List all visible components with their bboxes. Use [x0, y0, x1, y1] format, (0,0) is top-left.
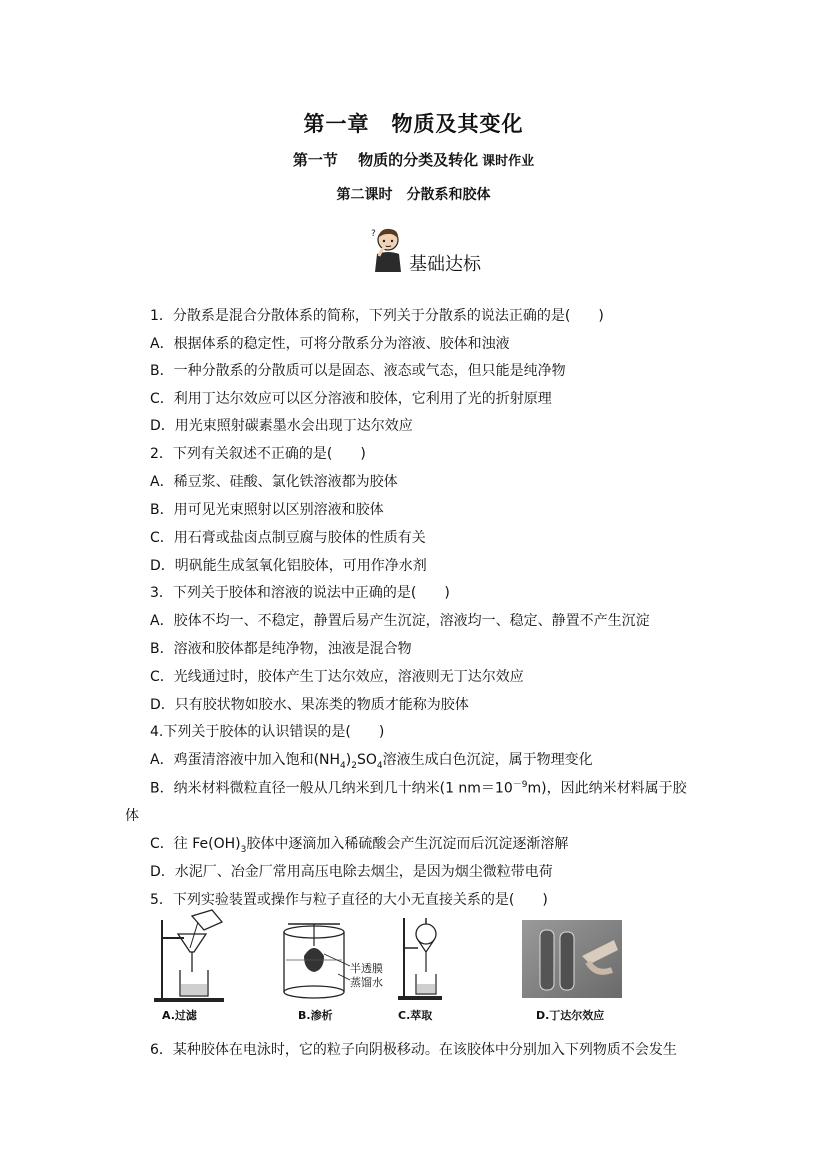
q4a-text-2: ) [345, 752, 352, 768]
q4a-sub-3: 4 [376, 760, 383, 771]
question-4-option-b-wrap: 体 [125, 808, 139, 824]
question-3-option-a: A．胶体不均一、不稳定，静置后易产生沉淀，溶液均一、稳定、静置不产生沉淀 [150, 613, 650, 629]
question-6-stem: 6．某种胶体在电泳时，它的粒子向阴极移动。在该胶体中分别加入下列物质不会发生 [150, 1042, 677, 1058]
section-label: 第一节 物质的分类及转化 [292, 151, 479, 169]
question-1-option-b: B．一种分散系的分散质可以是固态、液态或气态，但只能是纯净物 [150, 363, 566, 379]
dialysis-apparatus-icon [280, 920, 390, 1002]
figure-c-caption: C.萃取 [398, 1009, 433, 1022]
section-suffix: 课时作业 [482, 154, 535, 169]
q4a-text-1: A．鸡蛋清溶液中加入饱和(NH [150, 752, 341, 768]
filtration-apparatus-icon [152, 908, 230, 1004]
q4a-text-4: 溶液生成白色沉淀，属于物理变化 [382, 752, 593, 768]
question-3-option-c: C．光线通过时，胶体产生丁达尔效应，溶液则无丁达尔效应 [150, 669, 524, 685]
thinking-student-icon [368, 226, 410, 272]
question-5-stem: 5．下列实验装置或操作与粒子直径的大小无直接关系的是( ) [150, 892, 548, 908]
question-1-option-a: A．根据体系的稳定性，可将分散系分为溶液、胶体和浊液 [150, 336, 510, 352]
q4a-text-3: SO [356, 752, 377, 768]
q4c-text-2: 胶体中逐滴加入稀硫酸会产生沉淀而后沉淀逐渐溶解 [246, 836, 569, 852]
question-4-option-b [150, 777, 687, 798]
q4a-sub-2: 2 [351, 760, 357, 771]
badge-label: 基础达标 [409, 254, 481, 275]
label-distilled-water: 蒸馏水 [350, 976, 383, 989]
lesson-title: 第二课时 分散系和胶体 [336, 187, 491, 203]
figure-d-caption: D.丁达尔效应 [536, 1009, 605, 1022]
question-2-stem: 2．下列有关叙述不正确的是( ) [150, 446, 366, 462]
question-2-option-d: D．明矾能生成氢氧化铝胶体，可用作净水剂 [150, 558, 427, 574]
question-2-option-a: A．稀豆浆、硅酸、氯化铁溶液都为胶体 [150, 474, 398, 490]
question-1-option-c: C．利用丁达尔效应可以区分溶液和胶体，它利用了光的折射原理 [150, 391, 552, 407]
question-2-option-c: C．用石膏或盐卤点制豆腐与胶体的性质有关 [150, 530, 426, 546]
q4a-sub-1: 4 [340, 760, 346, 771]
chapter-title: 第一章 物质及其变化 [303, 111, 524, 136]
question-3-option-d: D．只有胶状物如胶水、果冻类的物质才能称为胶体 [150, 697, 469, 713]
question-2-option-b: B．用可见光束照射以区别溶液和胶体 [150, 502, 384, 518]
figure-a-caption: A.过滤 [162, 1009, 197, 1022]
question-4-option-d: D．水泥厂、冶金厂常用高压电除去烟尘，是因为烟尘微粒带电荷 [150, 864, 553, 880]
q4b-text-1: B．纳米材料微粒直径一般从几纳米到几十纳米(1 nm＝10 [150, 780, 513, 797]
svg-text:?: ? [371, 229, 376, 239]
figure-b-caption: B.渗析 [298, 1009, 333, 1022]
question-3-option-b: B．溶液和胶体都是纯净物，浊液是混合物 [150, 641, 412, 657]
separatory-funnel-icon [396, 912, 446, 1004]
q4b-text-2: m)，因此纳米材料属于胶 [527, 780, 687, 797]
question-1-stem: 1．分散系是混合分散体系的简称，下列关于分散系的说法正确的是( ) [150, 308, 604, 324]
label-semipermeable-membrane: 半透膜 [350, 962, 383, 975]
q4c-text-1: C．往 Fe(OH) [150, 836, 241, 852]
section-title [0, 149, 827, 170]
question-4-option-a [150, 749, 593, 771]
question-4-option-c [150, 833, 568, 855]
tyndall-effect-photo-icon [522, 920, 622, 998]
q4b-sup: －9 [512, 780, 528, 790]
question-4-stem: 4.下列关于胶体的认识错误的是( ) [150, 724, 385, 740]
q4c-sub: 3 [240, 844, 247, 855]
question-3-stem: 3．下列关于胶体和溶液的说法中正确的是( ) [150, 585, 450, 601]
question-1-option-d: D．用光束照射碳素墨水会出现丁达尔效应 [150, 418, 413, 434]
